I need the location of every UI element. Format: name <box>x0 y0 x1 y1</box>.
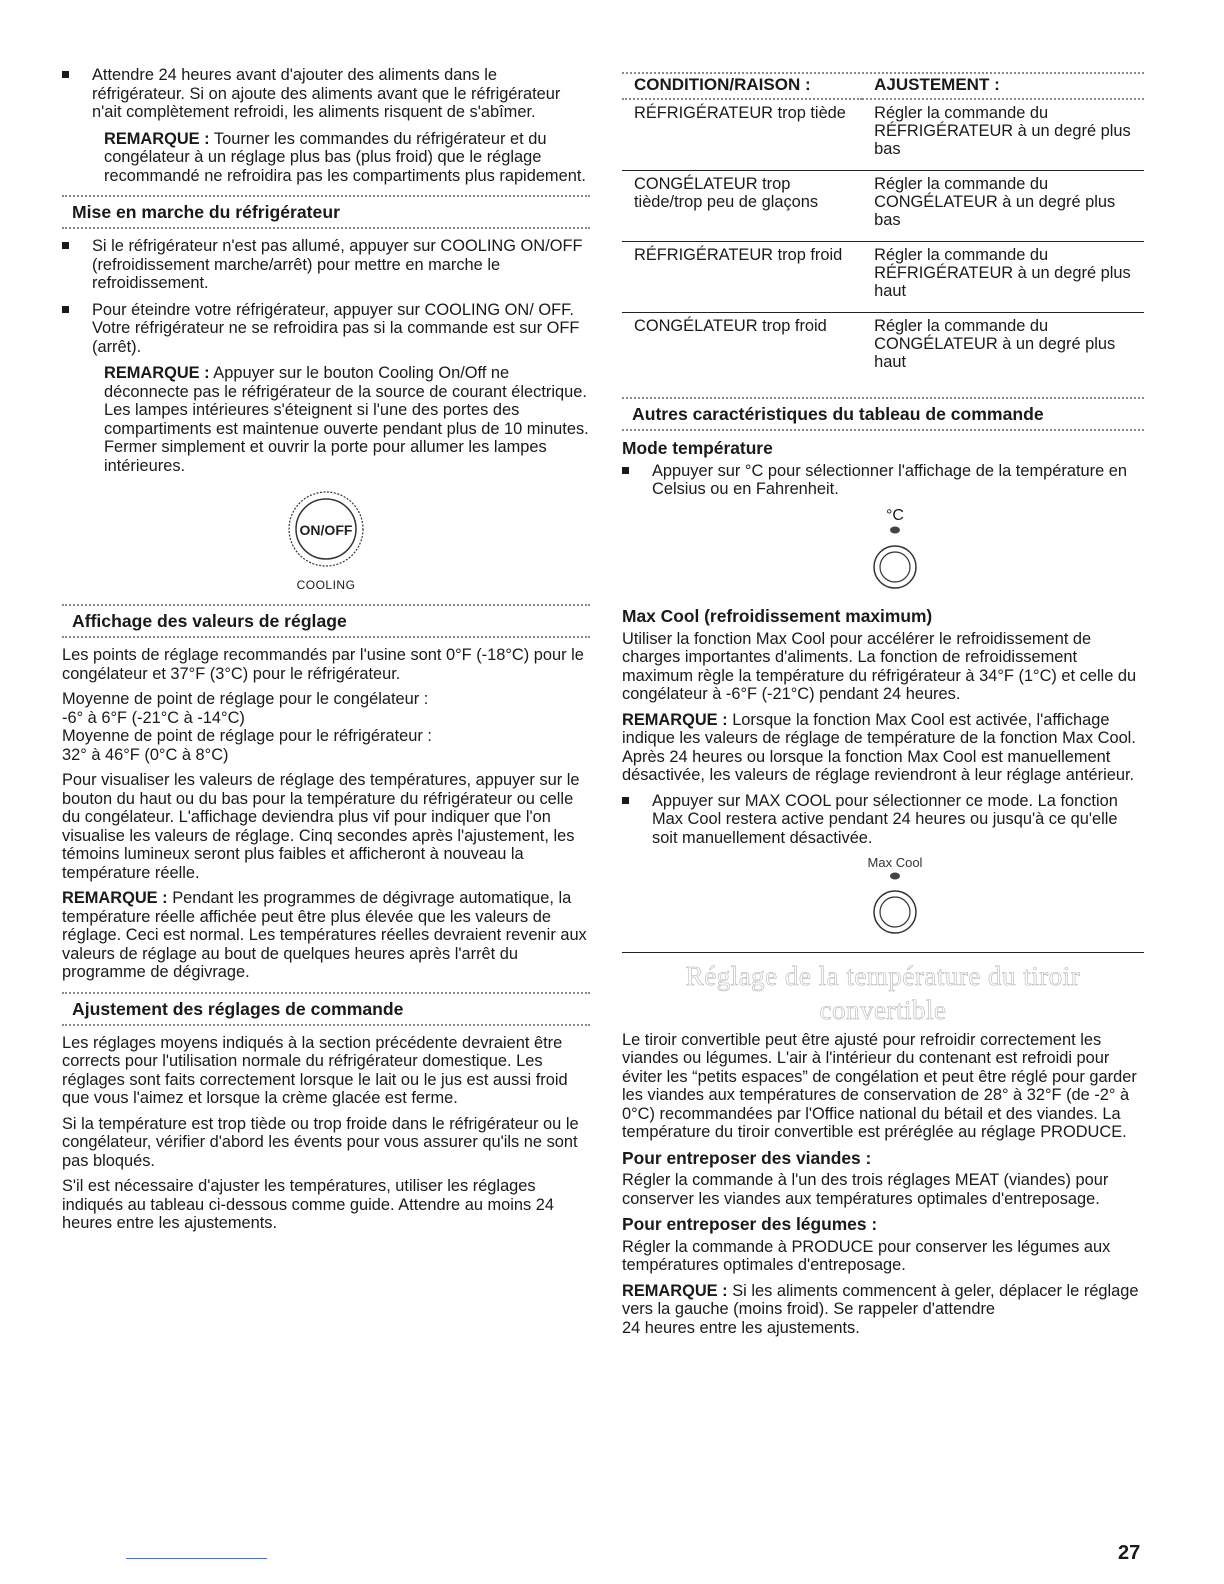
onoff-button-label: ON/OFF <box>299 522 353 538</box>
list-item-text: Appuyer sur °C pour sélectionner l'affichage de la température en Celsius ou en Fahrenheit. <box>652 461 1127 498</box>
dotted-divider <box>622 397 1144 399</box>
note-paragraph <box>622 711 1144 785</box>
freezer-range-value: -6° à 6°F (-21°C à -14°C) <box>62 708 245 727</box>
note-label: REMARQUE : <box>62 889 168 907</box>
bullet-square-icon <box>62 306 69 313</box>
section-rule <box>622 952 1144 953</box>
maxcool-button-icon[interactable] <box>870 871 920 937</box>
note-text: 24 heures entre les ajustements. <box>622 1318 860 1337</box>
note-paragraph <box>62 130 590 186</box>
paragraph: Régler la commande à l'un des trois réglages MEAT (viandes) pour conserver les viandes aux températures optimales d'entreposage. <box>622 1171 1109 1208</box>
drawer-section-title <box>622 959 1144 1027</box>
onoff-caption: COOLING <box>296 577 356 592</box>
table-cell-adjustment: Régler la commande du RÉFRIGÉRATEUR à un degré plus bas <box>874 104 1131 158</box>
subheading-max-cool: Max Cool (refroidissement maximum) <box>622 606 933 626</box>
table-cell-adjustment: Régler la commande du RÉFRIGÉRATEUR à un degré plus haut <box>874 246 1131 300</box>
note-label: REMARQUE : <box>104 129 210 148</box>
note-paragraph <box>622 1282 1144 1338</box>
fridge-range-label: Moyenne de point de réglage pour le réfrigérateur : <box>62 727 432 745</box>
intro-bullet-text: Attendre 24 heures avant d'ajouter des aliments dans le réfrigérateur. Si on ajoute des aliments avant que le réfrigérateur n'ait complètement refroidi, les aliments risquent de s'abîmer. <box>92 66 561 121</box>
drawer-title-line2: convertible <box>819 994 947 1025</box>
table-row <box>622 171 1144 242</box>
note-paragraph <box>62 889 590 982</box>
right-column <box>622 72 1144 1344</box>
subheading-vegetables: Pour entreposer des légumes : <box>622 1214 878 1234</box>
paragraph: Le tiroir convertible peut être ajusté pour refroidir correctement les viandes ou légumes. L'air à l'intérieur du contenant est refroidi pour éviter les “petits espaces” de congélation et peut être réglé pour garder les viandes aux températures de conservation de 28° à 32°F (de -2° à 0°C) recommandées par l'Office national du bétail et des viandes. La température du tiroir convertible est préréglée au réglage PRODUCE. <box>622 1030 1137 1141</box>
subheading-meat: Pour entreposer des viandes : <box>622 1147 872 1168</box>
dotted-divider <box>62 1024 590 1026</box>
table-row <box>622 242 1144 313</box>
indicator-led-icon <box>890 526 900 533</box>
section-heading <box>62 992 590 1026</box>
note-label: REMARQUE : <box>622 1281 728 1300</box>
adjustment-table <box>622 74 1144 383</box>
note-text: Lorsque la fonction Max Cool est activée, l'affichage indique les valeurs de réglage de température de la fonction Max Cool. Après 24 heures ou lorsque la fonction Max Cool est manuellement désactivée, les valeurs de réglage reviendront à leur réglage antérieur. <box>622 710 1136 784</box>
table-cell-condition: CONGÉLATEUR trop froid <box>634 317 827 335</box>
setpoint-ranges <box>62 690 590 764</box>
paragraph: S'il est nécessaire d'ajuster les températures, utiliser les réglages indiqués au tableau ci-dessous comme guide. Attendre au moins 24 heures entre les ajustements. <box>62 1177 555 1232</box>
note-text: Tourner les commandes du réfrigérateur et du congélateur à un réglage plus bas (plus froid) que le réglage recommandé ne refroidira pas les compartiments plus rapidement. <box>104 129 586 185</box>
page-number: 27 <box>1118 1542 1141 1564</box>
section-title-affichage: Affichage des valeurs de réglage <box>72 611 347 631</box>
note-text: Si les aliments commencent à geler, déplacer le réglage vers la gauche (moins froid). Se rappeler d'attendre <box>622 1281 1139 1318</box>
paragraph: Pour visualiser les valeurs de réglage des températures, appuyer sur le bouton du haut ou du bas pour la température du réfrigérateur ou celle du congélateur. L'affichage deviendra plus vif pour indiquer que l'on visualise les valeurs de réglage. Cinq secondes après l'ajustement, les témoins lumineux seront plus faibles et afficheront à nouveau la température réelle. <box>62 771 580 882</box>
note-label: REMARQUE : <box>622 710 728 729</box>
dotted-divider <box>622 429 1144 431</box>
celsius-label: °C <box>886 506 904 524</box>
bullet-square-icon <box>62 242 69 249</box>
fridge-range-value: 32° à 46°F (0°C à 8°C) <box>62 745 229 764</box>
section-heading <box>62 195 590 229</box>
column-header-condition: CONDITION/RAISON : <box>634 75 811 94</box>
subheading-mode-temperature: Mode température <box>622 438 773 458</box>
list-item <box>622 792 1144 848</box>
footer-rule <box>126 1558 267 1559</box>
freezer-range-label: Moyenne de point de réglage pour le congélateur : <box>62 690 429 708</box>
intro-bullet <box>62 66 590 122</box>
table-cell-condition: RÉFRIGÉRATEUR trop tiède <box>634 104 846 122</box>
table-cell-condition: CONGÉLATEUR trop tiède/trop peu de glaçons <box>634 175 819 211</box>
section-title-ajustement: Ajustement des réglages de commande <box>72 998 404 1019</box>
list-item <box>62 301 590 357</box>
drawer-title-line1: Réglage de la température du tiroir <box>685 960 1081 991</box>
note-paragraph <box>62 364 590 475</box>
list-item-text: Pour éteindre votre réfrigérateur, appuyer sur COOLING ON/ OFF. Votre réfrigérateur ne se refroidira pas si la commande est sur OFF (arrêt). <box>92 300 580 356</box>
table-cell-condition: RÉFRIGÉRATEUR trop froid <box>634 246 843 264</box>
paragraph: Utiliser la fonction Max Cool pour accélérer le refroidissement de charges importantes d'aliments. La fonction de refroidissement maximum règle la température du réfrigérateur à 34°F (1°C) et celle du congélateur à -6°F (-21°C) pendant 24 heures. <box>622 629 1137 703</box>
onoff-figure <box>62 489 590 594</box>
list-item <box>62 237 590 293</box>
paragraph: Régler la commande à PRODUCE pour conserver les légumes aux températures optimales d'entreposage. <box>622 1237 1111 1274</box>
dotted-divider <box>62 227 590 229</box>
bullet-square-icon <box>62 71 69 78</box>
table-cell-adjustment: Régler la commande du CONGÉLATEUR à un degré plus bas <box>874 175 1116 229</box>
section-heading <box>62 604 590 638</box>
list-item <box>622 462 1144 499</box>
dotted-divider <box>62 604 590 606</box>
dotted-divider <box>62 636 590 638</box>
indicator-led-icon <box>890 873 900 880</box>
dotted-divider <box>62 992 590 994</box>
section-title-mise-en-marche: Mise en marche du réfrigérateur <box>72 202 340 222</box>
maxcool-label: Max Cool <box>867 855 923 870</box>
list-item-text: Si le réfrigérateur n'est pas allumé, appuyer sur COOLING ON/OFF (refroidissement marche/arrêt) pour mettre en marche le refroidissement. <box>92 237 583 292</box>
note-label: REMARQUE : <box>104 364 210 382</box>
paragraph: Les réglages moyens indiqués à la section précédente devraient être corrects pour l'utilisation normale du réfrigérateur domestique. Les réglages sont faits correctement lorsque le lait ou le jus est aussi froid que vous l'aimez et lorsque la crème glacée est ferme. <box>62 1033 568 1107</box>
table-row <box>622 99 1144 171</box>
table-row <box>622 313 1144 384</box>
note-text: Appuyer sur le bouton Cooling On/Off ne déconnecte pas le réfrigérateur de la source de courant électrique. Les lampes intérieures s'éteignent si l'une des portes des compartiments est maintenue ouverte pendant plus de 10 minutes. Fermer simplement et ouvrir la porte pour allumer les lampes intérieures. <box>104 364 589 475</box>
onoff-button-icon[interactable] <box>261 489 391 569</box>
paragraph: Si la température est trop tiède ou trop froide dans le réfrigérateur ou le congélateur, vérifier d'abord les évents pour vous assurer qu'ils ne sont pas bloqués. <box>62 1114 579 1170</box>
celsius-figure <box>646 507 1144 598</box>
table-header-row <box>622 74 1144 99</box>
column-header-adjustment: AJUSTEMENT : <box>874 75 1000 94</box>
bullet-square-icon <box>622 797 629 804</box>
section-heading <box>622 397 1144 431</box>
section-title-autres: Autres caractéristiques du tableau de commande <box>632 404 1044 424</box>
maxcool-figure <box>646 855 1144 942</box>
table-cell-adjustment: Régler la commande du CONGÉLATEUR à un degré plus haut <box>874 317 1116 371</box>
left-column <box>62 66 590 1240</box>
celsius-button-icon[interactable] <box>870 525 920 593</box>
note-text: Pendant les programmes de dégivrage automatique, la température réelle affichée peut être plus élevée que les valeurs de réglage. Ceci est normal. Les températures réelles devraient revenir aux valeurs de réglage au bout de quelques heures après l'arrêt du programme de dégivrage. <box>62 889 587 981</box>
bullet-square-icon <box>622 467 629 474</box>
dotted-divider <box>62 195 590 197</box>
list-item-text: Appuyer sur MAX COOL pour sélectionner ce mode. La fonction Max Cool restera active pendant 24 heures ou jusqu'à ce qu'elle soit manuellement désactivée. <box>652 791 1118 847</box>
paragraph: Les points de réglage recommandés par l'usine sont 0°F (-18°C) pour le congélateur et 37°F (3°C) pour le réfrigérateur. <box>62 646 584 683</box>
